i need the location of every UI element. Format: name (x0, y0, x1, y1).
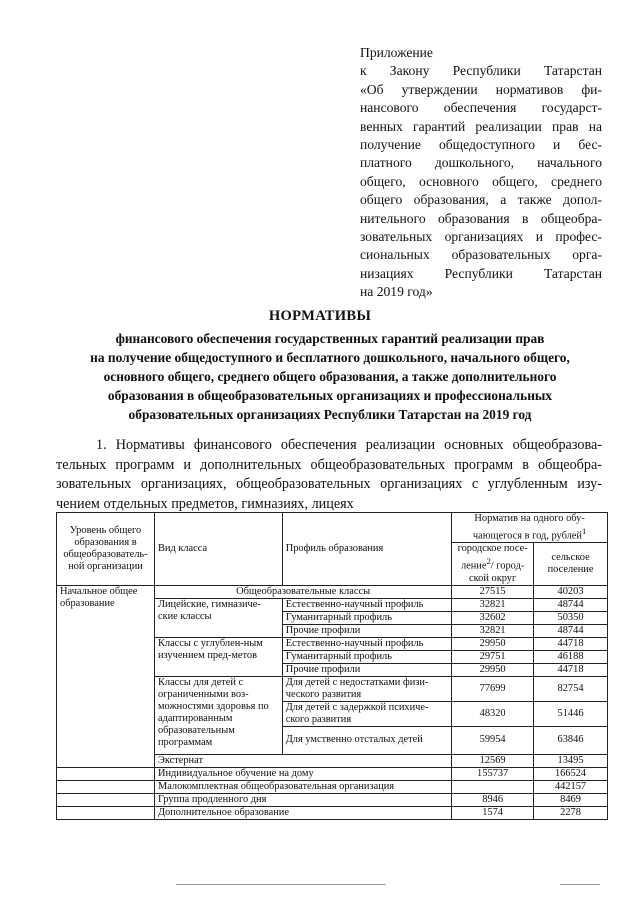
rural-value: 51446 (534, 701, 608, 726)
subtitle-line: образования в общеобразовательных организациях и профессиональных (107, 388, 553, 403)
appendix-line: низациях Республики Татарстан (360, 265, 602, 281)
profile-cell: Для детей с недостатками физи-ческого развития (282, 676, 452, 701)
header-urban-text: городское посе-ление (457, 543, 528, 572)
norms-table (56, 512, 608, 820)
profile-cell: Гуманитарный профиль (282, 650, 452, 663)
scan-mark (560, 884, 600, 885)
appendix-line: общего, основного общего, среднего (360, 173, 602, 189)
level-cell-empty (57, 793, 155, 806)
appendix-line: нансового обеспечения государст- (360, 100, 602, 116)
paragraph-line: зовательных организациях, общеобразовательных организациях с углубленным изу- (56, 476, 602, 492)
header-class-type: Вид класса (154, 513, 282, 586)
class-type-cell: Классы с углублен-ным изучением пред-метов (154, 637, 282, 676)
subtitle-line: основного общего, среднего общего образования, а также дополнительного (103, 369, 557, 384)
header-urban-tail: / город-ской округ (469, 560, 525, 584)
table-row (57, 767, 608, 780)
header-level: Уровень общего образования в общеобразователь-ной организации (57, 513, 155, 586)
rural-value: 46188 (534, 650, 608, 663)
table-row (57, 793, 608, 806)
row-label: Малокомплектная общеобразовательная организация (154, 780, 451, 793)
scan-mark (176, 884, 386, 885)
rural-value: 44718 (534, 663, 608, 676)
appendix-line: получение общедоступного и бес- (360, 137, 602, 153)
urban-value: 32821 (452, 624, 534, 637)
urban-value: 1574 (452, 806, 534, 819)
paragraph-line: чением отдельных предметов, гимназиях, лицеях (56, 495, 354, 512)
subtitle-line: на получение общедоступного и бесплатного дошкольного, начального общего, (90, 350, 570, 365)
rural-value: 82754 (534, 676, 608, 701)
table-row (57, 585, 608, 598)
header-urban (452, 543, 534, 585)
level-cell: Начальное общее образование (57, 585, 155, 767)
level-cell-empty (57, 780, 155, 793)
rural-value: 13495 (534, 754, 608, 767)
table-header-row (57, 513, 608, 543)
profile-cell: Для детей с задержкой психиче-ского развития (282, 701, 452, 726)
class-type-cell: Классы для детей с ограниченными воз-можностями здоровья по адаптированным образовательным программам (154, 676, 282, 754)
level-cell-empty (57, 806, 155, 819)
urban-value: 77699 (452, 676, 534, 701)
appendix-block (360, 44, 602, 302)
urban-value (452, 780, 534, 793)
header-norm (452, 513, 608, 543)
document-subtitle (60, 329, 600, 424)
rural-value: 442157 (534, 780, 608, 793)
table-row (57, 806, 608, 819)
row-label: Группа продленного дня (154, 793, 451, 806)
rural-value: 48744 (534, 598, 608, 611)
appendix-line: нительного образования в общеобра- (360, 210, 602, 226)
profile-cell: Естественно-научный профиль (282, 637, 452, 650)
rural-value: 8469 (534, 793, 608, 806)
urban-value: 48320 (452, 701, 534, 726)
header-norm-text: Норматив на одного обу-чающегося в год, рублей (472, 513, 585, 542)
urban-value: 29751 (452, 650, 534, 663)
appendix-line: общего образования, а также допол- (360, 192, 602, 208)
document-title: НОРМАТИВЫ (268, 308, 372, 324)
urban-value: 8946 (452, 793, 534, 806)
row-label: Дополнительное образование (154, 806, 451, 819)
urban-value: 27515 (452, 585, 534, 598)
appendix-line: к Закону Республики Татарстан (360, 63, 602, 79)
rural-value: 44718 (534, 637, 608, 650)
urban-value: 155737 (452, 767, 534, 780)
header-profile: Профиль образования (282, 513, 452, 586)
row-label: Экстернат (154, 754, 451, 767)
profile-cell: Естественно-научный профиль (282, 598, 452, 611)
footnote-mark: 1 (581, 526, 587, 536)
paragraph-line: тельных программ и дополнительных общеобразовательных программ в общеобра- (56, 456, 602, 473)
urban-value: 32602 (452, 611, 534, 624)
rural-value: 50350 (534, 611, 608, 624)
appendix-line: «Об утверждении нормативов фи- (360, 81, 602, 97)
subtitle-line: финансового обеспечения государственных гарантий реализации прав (115, 331, 545, 346)
appendix-line: на 2019 год» (360, 284, 433, 300)
urban-value: 12569 (452, 754, 534, 767)
urban-value: 29950 (452, 663, 534, 676)
appendix-line: сиональных образовательных орга- (360, 247, 602, 263)
level-cell-empty (57, 767, 155, 780)
rural-value: 48744 (534, 624, 608, 637)
profile-cell: Для умственно отсталых детей (282, 726, 452, 754)
appendix-line: венных гарантий реализации прав на (360, 118, 602, 134)
urban-value: 59954 (452, 726, 534, 754)
intro-paragraph (56, 436, 602, 514)
profile-cell: Прочие профили (282, 663, 452, 676)
urban-value: 29950 (452, 637, 534, 650)
footnote-mark: 2 (486, 556, 491, 567)
rural-value: 2278 (534, 806, 608, 819)
rural-value: 166524 (534, 767, 608, 780)
urban-value: 32821 (452, 598, 534, 611)
class-type-cell: Лицейские, гимназиче-ские классы (154, 598, 282, 637)
rural-value: 63846 (534, 726, 608, 754)
rural-value: 40203 (534, 585, 608, 598)
subtitle-line: образовательных организациях Республики Татарстан на 2019 год (128, 407, 532, 422)
row-label: Общеобразовательные классы (154, 585, 451, 598)
table-row (57, 780, 608, 793)
profile-cell: Прочие профили (282, 624, 452, 637)
appendix-line: зовательных организациях и профес- (360, 229, 602, 245)
row-label: Индивидуальное обучение на дому (154, 767, 451, 780)
appendix-line: Приложение (360, 45, 433, 60)
paragraph-line: 1. Нормативы финансового обеспечения реализации основных общеобразова- (96, 437, 602, 453)
header-rural: сельское поселение (534, 543, 608, 585)
profile-cell: Гуманитарный профиль (282, 611, 452, 624)
appendix-line: платного дошкольного, начального (360, 155, 602, 171)
